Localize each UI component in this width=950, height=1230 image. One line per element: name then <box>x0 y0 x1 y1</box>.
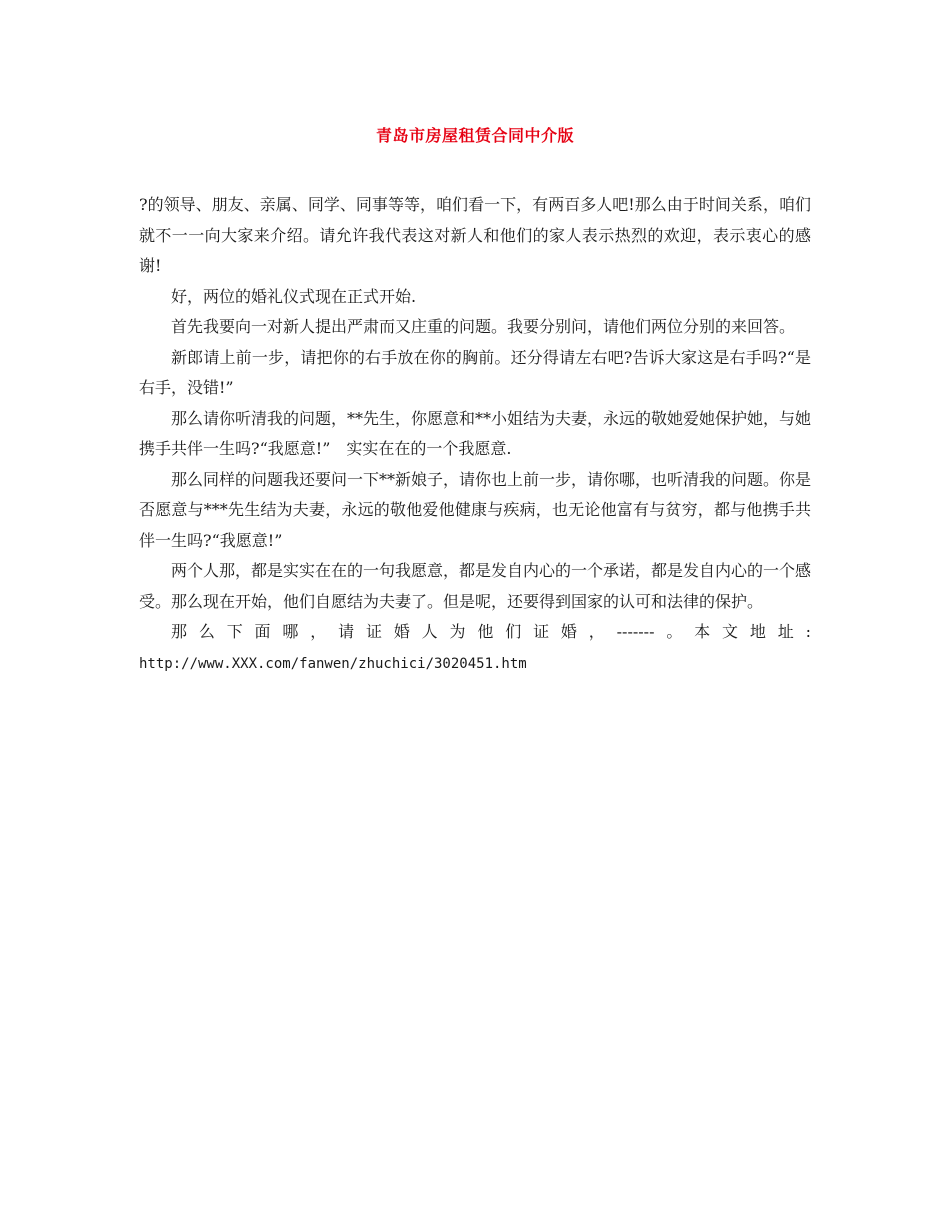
document-body <box>139 190 811 679</box>
source-url: http://www.XXX.com/fanwen/zhuchici/3020451.htm <box>139 655 527 672</box>
paragraph-1: ?的领导、朋友、亲属、同学、同事等等，咱们看一下，有两百多人吧!那么由于时间关系，咱们就不一一向大家来介绍。请允许我代表这对新人和他们的家人表示热烈的欢迎，表示衷心的感谢! <box>139 195 811 275</box>
source-url-line <box>139 648 811 680</box>
closing-text: 那么下面哪，请证婚人为他们证婚，-------。本文地址: <box>171 622 811 641</box>
document-title: 青岛市房屋租赁合同中介版 <box>375 126 574 145</box>
paragraph-3: 首先我要向一对新人提出严肃而又庄重的问题。我要分别问，请他们两位分别的来回答。 <box>171 317 796 336</box>
paragraph-6: 那么同样的问题我还要问一下**新娘子，请你也上前一步，请你哪，也听清我的问题。你是否愿意与***先生结为夫妻，永远的敬他爱他健康与疾病，也无论他富有与贫穷，都与他携手共伴一生吗?“我愿意!” <box>139 469 812 550</box>
paragraph-8 <box>139 617 811 648</box>
paragraph-5: 那么请你听清我的问题，**先生，你愿意和**小姐结为夫妻，永远的敬她爱她保护她，与她携手共伴一生吗?“我愿意!” 实实在在的一个我愿意. <box>139 408 812 458</box>
paragraph-7: 两个人那，都是实实在在的一句我愿意，都是发自内心的一个承诺，都是发自内心的一个感受。那么现在开始，他们自愿结为夫妻了。但是呢，还要得到国家的认可和法律的保护。 <box>139 561 812 611</box>
paragraph-4: 新郎请上前一步，请把你的右手放在你的胸前。还分得请左右吧?告诉大家这是右手吗?“是右手，没错!” <box>139 347 811 397</box>
paragraph-2: 好，两位的婚礼仪式现在正式开始. <box>171 286 417 306</box>
